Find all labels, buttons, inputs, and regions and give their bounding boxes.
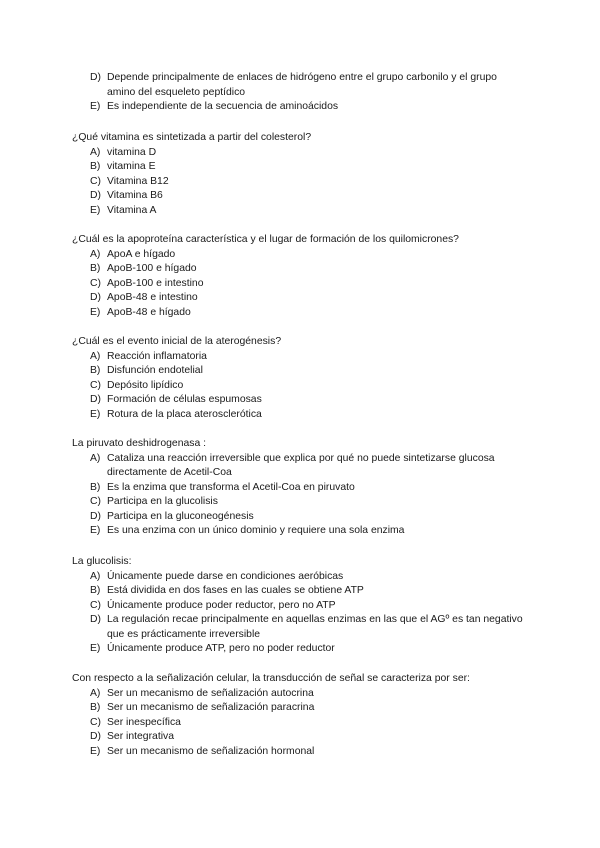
option-d bbox=[90, 71, 527, 100]
question-text: La glucolisis: bbox=[72, 556, 132, 567]
question-glucolisis bbox=[0, 555, 600, 657]
option-d: D) Ser integrativa bbox=[90, 731, 174, 743]
question-text: Con respecto a la señalización celular, la transducción de señal se caracteriza por ser: bbox=[72, 673, 470, 684]
option-a: A) ApoA e hígado bbox=[90, 248, 176, 260]
option-c: C) Participa en la glucolisis bbox=[90, 496, 218, 508]
option-e: E) ApoB-48 e hígado bbox=[90, 306, 191, 318]
option-d: D) La regulación recae principalmente en aquellas enzimas en las que el AGº es tan negativo que es prácticamente irreversible bbox=[90, 614, 523, 640]
option-text: Depende principalmente de enlaces de hidrógeno entre el grupo carbonilo y el grupo amino del esqueleto peptídico bbox=[107, 72, 497, 98]
question-text: La piruvato deshidrogenasa : bbox=[72, 438, 207, 449]
option-b: B) Disfunción endotelial bbox=[90, 365, 203, 377]
option-a: A) Reacción inflamatoria bbox=[90, 350, 207, 362]
question-piruvato bbox=[0, 437, 600, 539]
question-quilomicrones bbox=[0, 233, 600, 320]
option-d: D) ApoB-48 e intestino bbox=[90, 292, 198, 304]
option-a: A) vitamina D bbox=[90, 146, 157, 158]
option-c: C) ApoB-100 e intestino bbox=[90, 277, 204, 289]
option-letter: D) bbox=[90, 72, 101, 83]
question-senalizacion bbox=[0, 672, 600, 759]
option-b: B) Ser un mecanismo de señalización paracrina bbox=[90, 702, 315, 714]
option-a: A) Únicamente puede darse en condiciones aeróbicas bbox=[90, 570, 344, 582]
option-e: E) Vitamina A bbox=[90, 204, 157, 216]
option-b: B) Está dividida en dos fases en las cuales se obtiene ATP bbox=[90, 585, 364, 597]
option-d: D) Vitamina B6 bbox=[90, 190, 163, 202]
option-d: D) Participa en la gluconeogénesis bbox=[90, 510, 254, 522]
option-e: E) Rotura de la placa aterosclerótica bbox=[90, 408, 262, 420]
question-text: ¿Cuál es el evento inicial de la aterogénesis? bbox=[72, 336, 282, 347]
question-vitamina bbox=[0, 131, 600, 218]
option-e: E) Únicamente produce ATP, pero no poder reductor bbox=[90, 643, 335, 655]
intro-options bbox=[0, 71, 600, 115]
option-c: C) Únicamente produce poder reductor, pero no ATP bbox=[90, 599, 336, 611]
option-text: Es independiente de la secuencia de aminoácidos bbox=[107, 101, 339, 113]
option-b: B) Es la enzima que transforma el Acetil-Coa en piruvato bbox=[90, 481, 355, 493]
option-e: E) Es una enzima con un único dominio y requiere una sola enzima bbox=[90, 525, 405, 537]
option-c: C) Ser inespecífica bbox=[90, 716, 181, 728]
option-b: B) ApoB-100 e hígado bbox=[90, 263, 197, 275]
option-e: E) Ser un mecanismo de señalización hormonal bbox=[90, 745, 315, 757]
question-text: ¿Cuál es la apoproteína característica y el lugar de formación de los quilomicrones? bbox=[72, 234, 459, 245]
option-e bbox=[90, 100, 527, 115]
option-c: C) Vitamina B12 bbox=[90, 175, 169, 187]
option-a: A) Cataliza una reacción irreversible que explica por qué no puede sintetizarse glucosa directamente de Acetil-Coa bbox=[90, 452, 495, 479]
option-letter: E) bbox=[90, 101, 101, 113]
question-text: ¿Qué vitamina es sintetizada a partir del colesterol? bbox=[72, 132, 312, 143]
option-d: D) Formación de células espumosas bbox=[90, 394, 262, 406]
option-a: A) Ser un mecanismo de señalización autocrina bbox=[90, 687, 314, 699]
option-b: B) vitamina E bbox=[90, 161, 156, 173]
question-aterogenesis bbox=[0, 335, 600, 422]
option-c: C) Depósito lipídico bbox=[90, 379, 184, 391]
